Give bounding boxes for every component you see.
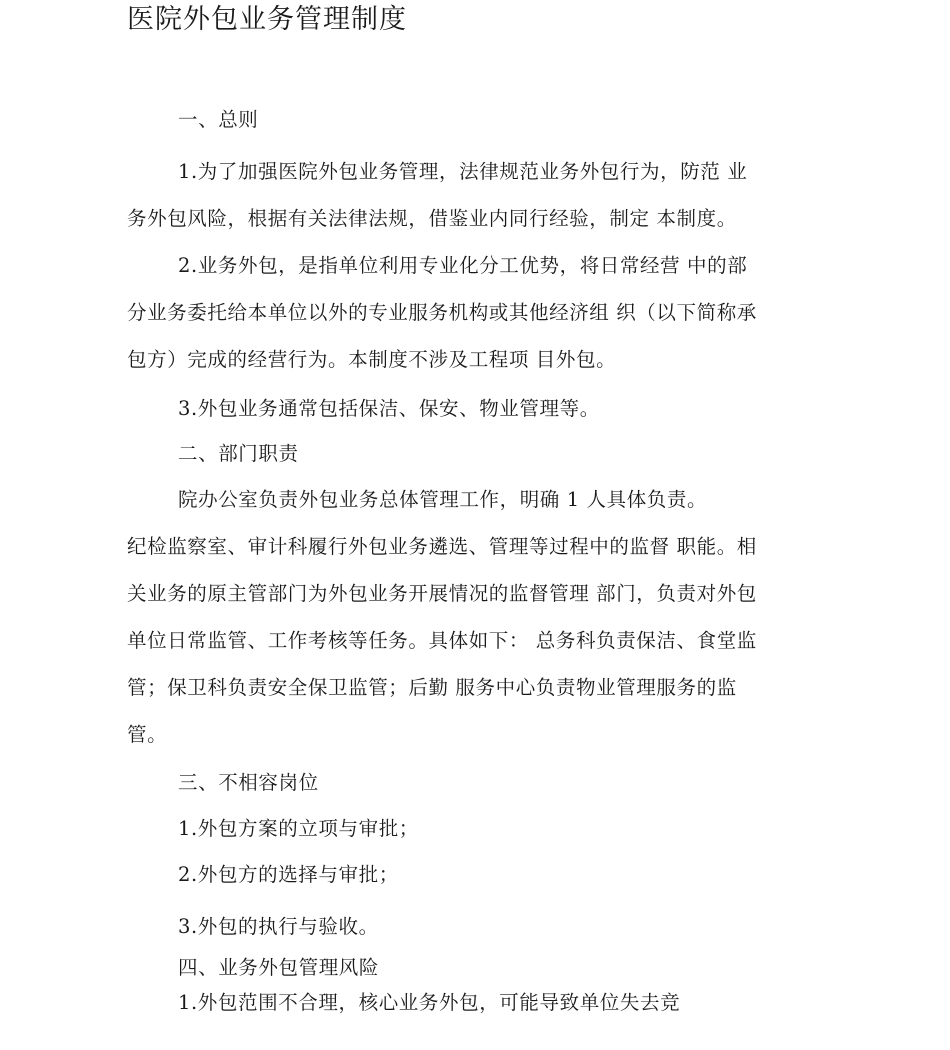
paragraph-line: 管。	[127, 723, 168, 746]
section-heading-incompatible-posts: 三、不相容岗位	[178, 771, 319, 794]
paragraph-line: 包方）完成的经营行为。本制度不涉及工程项 目外包。	[127, 348, 617, 371]
paragraph-line: 1.外包范围不合理，核心业务外包，可能导致单位失去竞	[178, 991, 681, 1014]
section-heading-risks: 四、业务外包管理风险	[178, 956, 380, 979]
document-title: 医院外包业务管理制度	[127, 4, 407, 35]
paragraph-line: 务外包风险，根据有关法律法规，借鉴业内同行经验，制定 本制度。	[127, 207, 737, 230]
list-item: 2.外包方的选择与审批；	[178, 863, 399, 886]
section-heading-general: 一、总则	[178, 108, 259, 131]
paragraph-line: 分业务委托给本单位以外的专业服务机构或其他经济组 织（以下简称承	[127, 301, 757, 324]
paragraph-line: 关业务的原主管部门为外包业务开展情况的监督管理 部门，负责对外包	[127, 582, 757, 605]
paragraph-line: 管；保卫科负责安全保卫监管；后勤 服务中心负责物业管理服务的监	[127, 676, 737, 699]
list-item: 1.外包方案的立项与审批；	[178, 817, 419, 840]
paragraph-line: 纪检监察室、审计科履行外包业务遴选、管理等过程中的监督 职能。相	[127, 535, 757, 558]
paragraph-line: 院办公室负责外包业务总体管理工作，明确 1 人具体负责。	[178, 488, 708, 511]
paragraph-line: 1.为了加强医院外包业务管理，法律规范业务外包行为，防范 业	[178, 160, 748, 183]
paragraph-line: 3.外包业务通常包括保洁、保安、物业管理等。	[178, 397, 600, 420]
list-item: 3.外包的执行与验收。	[178, 915, 379, 938]
paragraph-line: 单位日常监管、工作考核等任务。具体如下： 总务科负责保洁、食堂监	[127, 629, 757, 652]
section-heading-departments: 二、部门职责	[178, 442, 299, 465]
paragraph-line: 2.业务外包，是指单位利用专业化分工优势，将日常经营 中的部	[178, 254, 748, 277]
